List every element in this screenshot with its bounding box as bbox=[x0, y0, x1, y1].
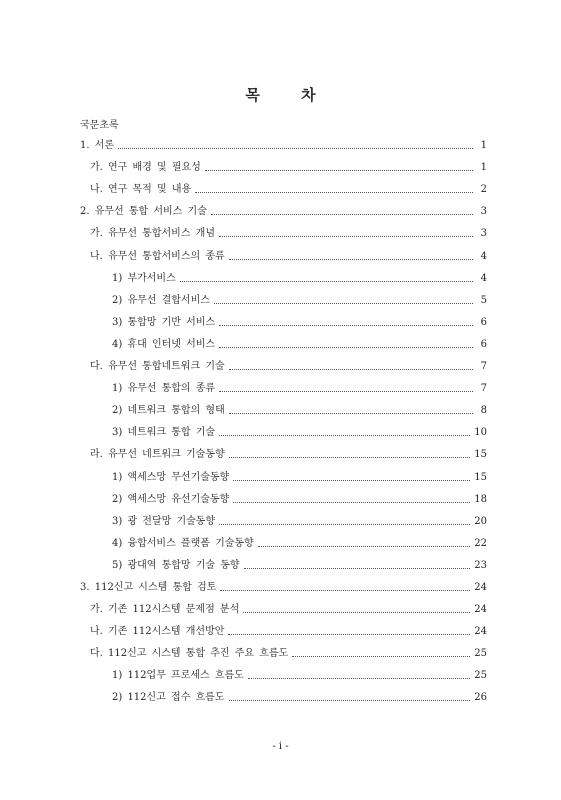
toc-entry bbox=[80, 528, 487, 550]
toc-entry-label: 나. 유무선 통합서비스의 종류 bbox=[90, 250, 225, 262]
dot-leader bbox=[229, 700, 471, 701]
dot-leader bbox=[233, 502, 470, 503]
dot-leader bbox=[219, 325, 473, 326]
toc-entry-page: 24 bbox=[474, 604, 487, 616]
toc-entry bbox=[80, 395, 487, 417]
toc-entry bbox=[80, 550, 487, 572]
abstract-entry: 국문초록 bbox=[80, 120, 119, 131]
dot-leader bbox=[205, 170, 473, 171]
toc-entry bbox=[80, 638, 487, 660]
dot-leader bbox=[229, 457, 471, 458]
dot-leader bbox=[229, 259, 473, 260]
toc-entry-page: 25 bbox=[474, 670, 487, 682]
toc-entry-label: 3) 통합망 기반 서비스 bbox=[112, 316, 216, 328]
toc-entry bbox=[80, 506, 487, 528]
toc-entry-label: 2) 액세스망 유선기술동향 bbox=[112, 493, 230, 505]
toc-entry bbox=[80, 616, 487, 638]
toc-entry-page: 23 bbox=[474, 559, 487, 571]
toc-entry-label: 나. 연구 목적 및 내용 bbox=[90, 184, 192, 196]
dot-leader bbox=[214, 303, 473, 304]
toc-entry-label: 4) 휴대 인터넷 서비스 bbox=[112, 338, 216, 350]
toc-entry-page: 24 bbox=[474, 626, 487, 638]
dot-leader bbox=[229, 413, 473, 414]
toc-entry-label: 1) 액세스망 무선기술동향 bbox=[112, 471, 230, 483]
toc-entry-page: 8 bbox=[480, 405, 487, 417]
toc-entry bbox=[80, 594, 487, 616]
dot-leader bbox=[248, 678, 470, 679]
toc-entry-label: 가. 유무선 통합서비스 개념 bbox=[90, 228, 215, 240]
toc-entry-page: 1 bbox=[480, 162, 487, 174]
toc-entry-page: 25 bbox=[474, 648, 487, 660]
toc-entry bbox=[80, 263, 487, 285]
toc-entry-page: 15 bbox=[474, 471, 487, 483]
toc-entry-page: 5 bbox=[480, 294, 487, 306]
toc-entry-label: 3) 광 전달망 기술동향 bbox=[112, 515, 216, 527]
toc-entry bbox=[80, 373, 487, 395]
toc-entry bbox=[80, 572, 487, 594]
toc-entry bbox=[80, 682, 487, 704]
dot-leader bbox=[118, 148, 473, 149]
dot-leader bbox=[180, 281, 473, 282]
toc-entry bbox=[80, 417, 487, 439]
toc-entry-label: 라. 유무선 네트워크 기술동향 bbox=[90, 449, 225, 461]
toc-entry-page: 20 bbox=[474, 515, 487, 527]
toc-entry-label: 2. 유무선 통합 서비스 기술 bbox=[80, 206, 207, 218]
toc-entry-label: 가. 기존 112시스템 문제점 분석 bbox=[90, 604, 240, 616]
toc-entry bbox=[80, 439, 487, 461]
toc-entry bbox=[80, 240, 487, 262]
toc-entry bbox=[80, 660, 487, 682]
toc-entry-label: 다. 112신고 시스템 통합 추진 주요 흐름도 bbox=[90, 648, 289, 660]
toc-entry bbox=[80, 130, 487, 152]
dot-leader bbox=[228, 634, 470, 635]
toc-entry bbox=[80, 307, 487, 329]
dot-leader bbox=[258, 546, 471, 547]
toc-entry-page: 7 bbox=[480, 361, 487, 373]
toc-entry-page: 15 bbox=[474, 449, 487, 461]
toc-entry-page: 6 bbox=[480, 316, 487, 328]
toc-entry-label: 5) 광대역 통합망 기술 동향 bbox=[112, 559, 240, 571]
toc-entry-page: 24 bbox=[474, 581, 487, 593]
toc-entry-label: 다. 유무선 통합네트워크 기술 bbox=[90, 361, 225, 373]
toc-entry-page: 6 bbox=[480, 338, 487, 350]
toc-entry-label: 4) 융합서비스 플랫폼 기술동향 bbox=[112, 537, 254, 549]
toc-entry-label: 3) 네트워크 통합 기술 bbox=[112, 427, 216, 439]
toc-entry-label: 1. 서론 bbox=[80, 140, 115, 152]
toc-entry bbox=[80, 329, 487, 351]
toc-entry bbox=[80, 285, 487, 307]
toc-entry-label: 3. 112신고 시스템 통합 검토 bbox=[80, 581, 217, 593]
dot-leader bbox=[244, 568, 471, 569]
toc-entry bbox=[80, 174, 487, 196]
toc-entry-page: 22 bbox=[474, 537, 487, 549]
dot-leader bbox=[211, 214, 473, 215]
toc-entry-label: 2) 유무선 결합서비스 bbox=[112, 294, 210, 306]
dot-leader bbox=[219, 435, 470, 436]
toc-entry-label: 2) 네트워크 통합의 형태 bbox=[112, 405, 225, 417]
toc-entry bbox=[80, 196, 487, 218]
toc-entry-page: 18 bbox=[474, 493, 487, 505]
dot-leader bbox=[292, 656, 470, 657]
page-number: - i - bbox=[272, 741, 289, 752]
dot-leader bbox=[243, 612, 470, 613]
toc-title: 목 차 bbox=[245, 86, 334, 104]
toc-entry-label: 2) 112신고 접수 흐름도 bbox=[112, 692, 225, 704]
toc-entry bbox=[80, 218, 487, 240]
dot-leader bbox=[195, 192, 473, 193]
dot-leader bbox=[219, 236, 473, 237]
toc-entry-page: 3 bbox=[480, 228, 487, 240]
toc-entry-label: 나. 기존 112시스템 개선방안 bbox=[90, 626, 225, 638]
toc-entry bbox=[80, 461, 487, 483]
toc-entry-label: 1) 유무선 통합의 종류 bbox=[112, 383, 216, 395]
toc-entry-page: 10 bbox=[474, 427, 487, 439]
toc-entry-label: 가. 연구 배경 및 필요성 bbox=[90, 162, 201, 174]
toc-entry-label: 1) 부가서비스 bbox=[112, 272, 176, 284]
toc-entry-page: 4 bbox=[480, 272, 487, 284]
toc-entry bbox=[80, 152, 487, 174]
toc-entry-label: 1) 112업무 프로세스 흐름도 bbox=[112, 670, 244, 682]
dot-leader bbox=[219, 524, 470, 525]
toc-entry bbox=[80, 484, 487, 506]
dot-leader bbox=[219, 391, 473, 392]
toc-entry-page: 2 bbox=[480, 184, 487, 196]
toc-entry-page: 26 bbox=[474, 692, 487, 704]
toc-entry-page: 7 bbox=[480, 383, 487, 395]
toc-entry-page: 4 bbox=[480, 250, 487, 262]
dot-leader bbox=[219, 347, 473, 348]
dot-leader bbox=[229, 369, 473, 370]
table-of-contents bbox=[80, 130, 487, 704]
toc-entry-page: 3 bbox=[480, 206, 487, 218]
dot-leader bbox=[233, 480, 470, 481]
dot-leader bbox=[220, 590, 470, 591]
toc-entry-page: 1 bbox=[480, 140, 487, 152]
toc-entry bbox=[80, 351, 487, 373]
